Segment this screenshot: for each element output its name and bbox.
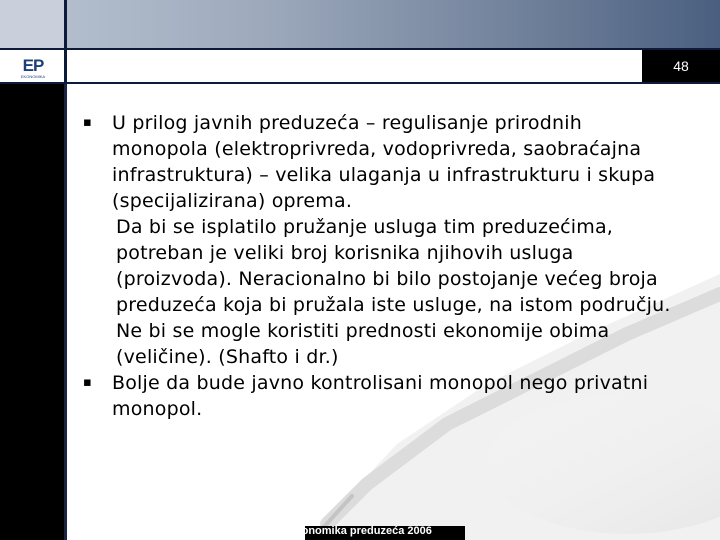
logo-letters: EP [22,56,44,75]
bullet-marker: ▪ [83,375,93,390]
bullet-item [83,370,683,422]
top-left-cell [0,0,64,48]
footer [0,523,720,540]
bullet-2-text: Bolje da bude javno kontrolisani monopol nego privatni monopol. [112,372,649,420]
slide-content [67,84,720,540]
body-text [83,110,683,422]
ep-logo-icon [8,54,58,80]
bullet-marker: ▪ [83,115,93,130]
page-number: 48 [642,50,720,82]
header-separator [64,50,67,82]
left-black-bar [0,84,64,540]
bullet-item [83,110,683,214]
bullet-1-text: U prilog javnih preduzeća – regulisanje prirodnih monopola (elektroprivreda, vodoprivreda, saobraćajna infrastruktura) – velika ulaganja u infrastrukturu i skupa (specijalizirana) oprema. [112,112,656,212]
footer-text: Ekonomika preduzeća 2006 [288,525,432,537]
explanation-paragraph: Da bi se isplatilo pružanje usluga tim preduzećima, potreban je veliki broj korisnika njihovih usluga (proizvoda). Neracionalno bi bilo postojanje većeg broja preduzeća koja bi pružala iste usluge, na istom području. Ne bi se mogle koristiti prednosti ekonomije obima (veličine). (Shafto i dr.) [116,216,671,368]
header-strip [0,48,720,84]
top-separator [64,0,67,48]
logo-caption: EKONOMIKA [20,74,46,79]
top-decorative-band [0,0,720,48]
